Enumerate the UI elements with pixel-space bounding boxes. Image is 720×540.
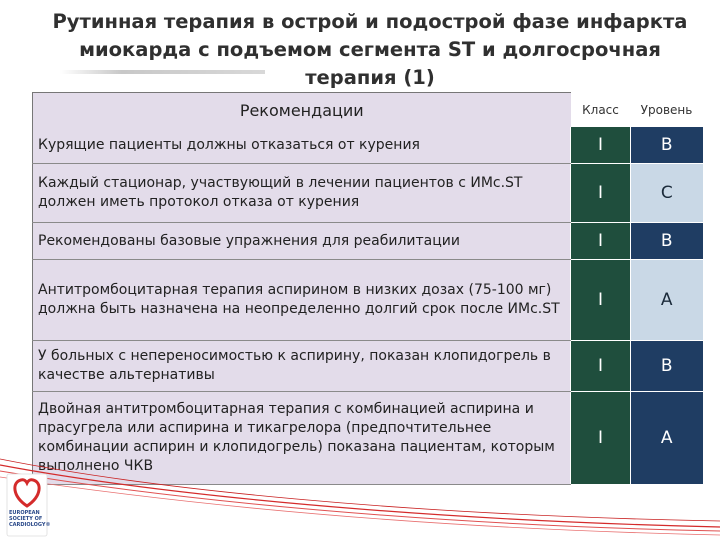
slide-title-line-2: миокарда с подъемом сегмента ST и долгосрочная терапия (1)	[79, 38, 661, 89]
logo-line-2: SOCIETY OF	[9, 516, 43, 522]
esc-logo-text	[9, 510, 53, 528]
table-row	[33, 260, 703, 341]
class-cell: I	[571, 341, 631, 392]
table-row	[33, 341, 703, 392]
slide-title	[40, 8, 700, 92]
class-cell: I	[571, 223, 631, 260]
logo-line-3: CARDIOLOGY®	[9, 522, 51, 528]
wave-line-3	[0, 477, 720, 535]
recommendation-cell: Рекомендованы базовые упражнения для реабилитации	[33, 223, 571, 260]
recommendation-cell: Антитромбоцитарная терапия аспирином в низких дозах (75-100 мг) должна быть назначена на неопределенно долгий срок после ИМс.ST	[33, 260, 571, 341]
header-level: Уровень	[631, 93, 703, 128]
decorative-red-wave	[0, 455, 720, 540]
title-underline	[60, 70, 265, 74]
class-cell: I	[571, 164, 631, 223]
header-class: Класс	[571, 93, 631, 128]
recommendation-cell: Каждый стационар, участвующий в лечении пациентов с ИМс.ST должен иметь протокол отказа от курения	[33, 164, 571, 223]
table-row	[33, 223, 703, 260]
level-cell: A	[631, 260, 703, 341]
level-cell: B	[631, 341, 703, 392]
level-cell: C	[631, 164, 703, 223]
recommendations-table	[32, 92, 703, 485]
level-cell: B	[631, 223, 703, 260]
level-cell: B	[631, 127, 703, 164]
slide-title-line-1: Рутинная терапия в острой и подострой фазе инфаркта	[52, 10, 688, 33]
level-cell: A	[631, 392, 703, 485]
wave-line-4	[0, 459, 720, 521]
table-row	[33, 164, 703, 223]
table-header-row	[33, 93, 703, 128]
class-cell: I	[571, 260, 631, 341]
logo-line-1: EUROPEAN	[9, 510, 40, 516]
class-cell: I	[571, 127, 631, 164]
table-row	[33, 127, 703, 164]
header-recommendations: Рекомендации	[33, 93, 571, 128]
recommendation-cell: Двойная антитромбоцитарная терапия с комбинацией аспирина и прасугрела или аспирина и тикагрелора (предпочтительнее комбинации аспирин и клопидогрель) показана пациентам, которым выполнено ЧКВ	[33, 392, 571, 485]
esc-logo	[4, 472, 50, 538]
recommendation-cell: Курящие пациенты должны отказаться от курения	[33, 127, 571, 164]
recommendation-cell: У больных с непереносимостью к аспирину, показан клопидогрель в качестве альтернативы	[33, 341, 571, 392]
wave-line-2	[0, 471, 720, 531]
class-cell: I	[571, 392, 631, 485]
